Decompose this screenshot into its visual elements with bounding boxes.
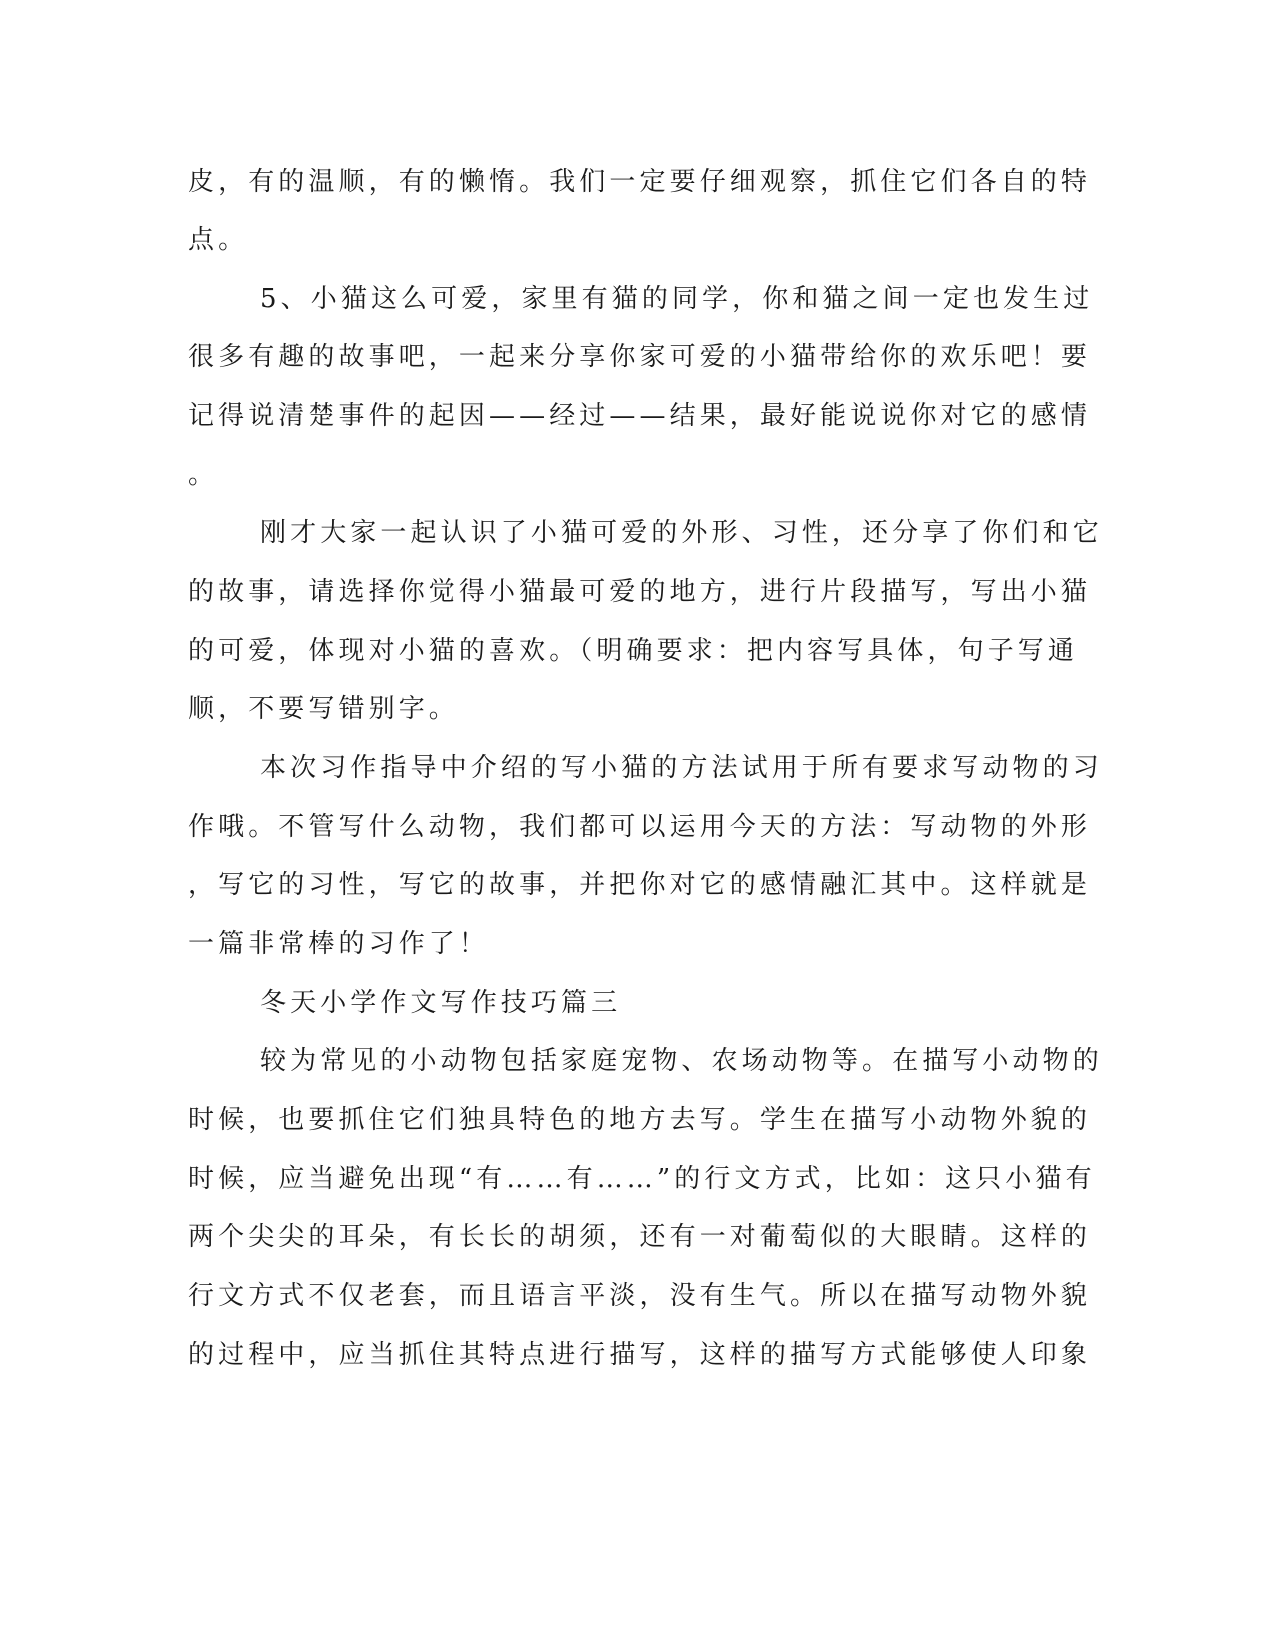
text-line: 时候，应当避免出现“有……有……”的行文方式，比如：这只小猫有 xyxy=(188,1164,1096,1194)
text-line: 一篇非常棒的习作了！ xyxy=(188,929,490,959)
text-line: 行文方式不仅老套，而且语言平淡，没有生气。所以在描写动物外貌 xyxy=(188,1281,1092,1311)
text-line: 记得说清楚事件的起因——经过——结果，最好能说说你对它的感情 xyxy=(188,401,1092,431)
text-line: 5、小猫这么可爱，家里有猫的同学，你和猫之间一定也发生过 xyxy=(260,284,1094,314)
text-line: 很多有趣的故事吧，一起来分享你家可爱的小猫带给你的欢乐吧！要 xyxy=(188,342,1092,372)
text-line: 两个尖尖的耳朵，有长长的胡须，还有一对葡萄似的大眼睛。这样的 xyxy=(188,1222,1092,1252)
text-line: 的可爱，体现对小猫的喜欢。（明确要求：把内容写具体，句子写通 xyxy=(188,636,1079,666)
text-line: 作哦。不管写什么动物，我们都可以运用今天的方法：写动物的外形 xyxy=(188,812,1092,842)
text-line: 的过程中，应当抓住其特点进行描写，这样的描写方式能够使人印象 xyxy=(188,1340,1092,1370)
text-line: 皮，有的温顺，有的懒惰。我们一定要仔细观察，抓住它们各自的特 xyxy=(188,167,1092,197)
text-line: 刚才大家一起认识了小猫可爱的外形、习性，还分享了你们和它 xyxy=(260,518,1103,548)
text-line: ，写它的习性，写它的故事，并把你对它的感情融汇其中。这样就是 xyxy=(188,870,1092,900)
text-line: 的故事，请选择你觉得小猫最可爱的地方，进行片段描写，写出小猫 xyxy=(188,577,1092,607)
text-line: 时候，也要抓住它们独具特色的地方去写。学生在描写小动物外貌的 xyxy=(188,1105,1092,1135)
text-line: 本次习作指导中介绍的写小猫的方法试用于所有要求写动物的习 xyxy=(260,753,1103,783)
text-line: 顺，不要写错别字。 xyxy=(188,694,459,724)
text-line: 。 xyxy=(188,460,219,490)
text-line: 较为常见的小动物包括家庭宠物、农场动物等。在描写小动物的 xyxy=(260,1046,1103,1076)
text-line: 点。 xyxy=(188,225,249,255)
section-heading: 冬天小学作文写作技巧篇三 xyxy=(260,988,622,1018)
